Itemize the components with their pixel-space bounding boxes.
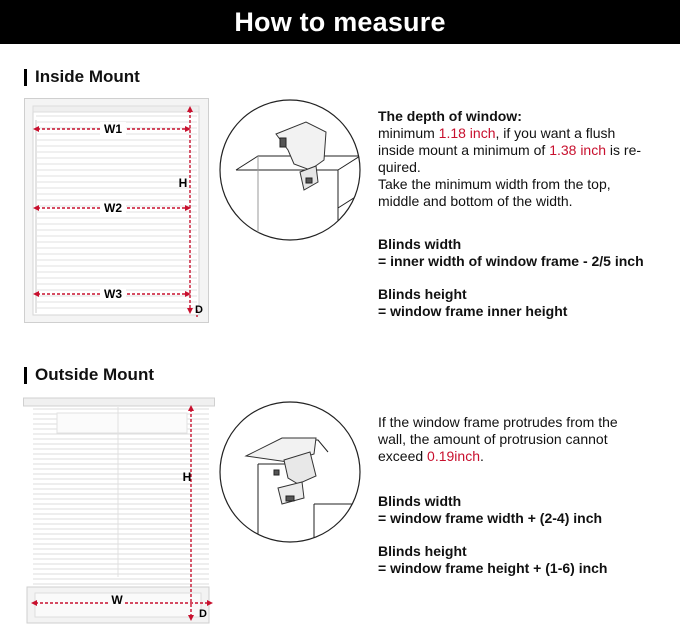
inside-width-block xyxy=(378,236,678,270)
inside-mount-label: Inside Mount xyxy=(35,67,140,86)
protrusion-line-3: exceed 0.19inch. xyxy=(378,448,484,464)
protrusion-line-1: If the window frame protrudes from the xyxy=(378,414,618,430)
inside-mount-text xyxy=(378,108,678,210)
depth-flush-value: 1.38 inch xyxy=(549,142,607,158)
outside-mount-bracket-detail xyxy=(218,400,362,544)
outside-width-title: Blinds width xyxy=(378,493,462,509)
inside-mount-bracket-detail xyxy=(218,98,362,242)
depth-line-3: quired. xyxy=(378,159,421,175)
w-label: W xyxy=(111,593,123,607)
inside-height-formula: = window frame inner height xyxy=(378,303,568,319)
w1-label: W1 xyxy=(104,122,122,136)
outside-mount-heading xyxy=(24,365,154,385)
inside-mount-heading xyxy=(24,67,140,87)
depth-line-4: Take the minimum width from the top, xyxy=(378,176,611,192)
protrusion-line-2: wall, the amount of protrusion cannot xyxy=(378,431,608,447)
inside-mount-blind-illustration xyxy=(24,98,210,324)
outside-mount-blind-illustration xyxy=(23,397,215,625)
depth-min-value: 1.18 inch xyxy=(438,125,496,141)
inside-height-block xyxy=(378,286,678,320)
inside-width-formula: = inner width of window frame - 2/5 inch xyxy=(378,253,644,269)
h-label: H xyxy=(178,176,188,190)
title-banner xyxy=(0,0,680,44)
page-title: How to measure xyxy=(234,6,446,37)
heading-bar xyxy=(24,69,27,86)
depth-line-1: minimum 1.18 inch, if you want a flush xyxy=(378,125,616,141)
outside-width-block xyxy=(378,493,678,527)
heading-bar xyxy=(24,367,27,384)
w2-label: W2 xyxy=(104,201,122,215)
outside-width-formula: = window frame width + (2-4) inch xyxy=(378,510,603,526)
depth-line-2: inside mount a minimum of 1.38 inch is re- xyxy=(378,142,642,158)
h-label: H xyxy=(182,470,192,484)
inside-height-title: Blinds height xyxy=(378,286,467,302)
inside-width-title: Blinds width xyxy=(378,236,462,252)
depth-title: The depth of window: xyxy=(378,108,522,124)
d-label: D xyxy=(195,304,203,316)
w3-label: W3 xyxy=(104,287,122,301)
outside-height-title: Blinds height xyxy=(378,543,467,559)
depth-line-5: middle and bottom of the width. xyxy=(378,193,573,209)
outside-height-formula: = window frame height + (1-6) inch xyxy=(378,560,608,576)
outside-mount-text xyxy=(378,414,678,465)
protrusion-max-value: 0.19inch xyxy=(427,448,480,464)
outside-height-block xyxy=(378,543,678,577)
d-label: D xyxy=(199,608,207,620)
outside-mount-label: Outside Mount xyxy=(35,365,154,384)
